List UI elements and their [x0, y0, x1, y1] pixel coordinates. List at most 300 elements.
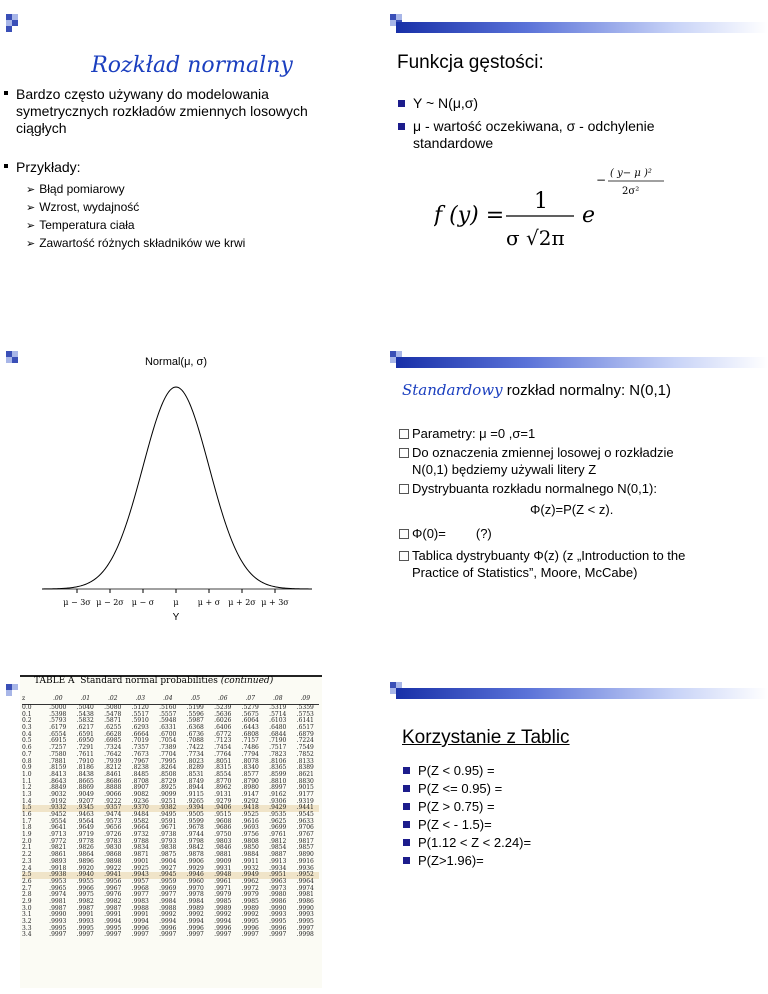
table-cell: 2.8	[22, 891, 32, 899]
table-cell: 1.9	[22, 831, 32, 839]
table-cell: .9976	[104, 891, 122, 899]
table-cell: .9990	[296, 904, 314, 912]
table-cell: .9812	[269, 837, 287, 845]
table-cell: .5753	[296, 710, 314, 718]
table-cell: .9131	[214, 790, 232, 798]
table-cell: .9997	[241, 931, 259, 939]
example-item: ➢ Temperatura ciała	[26, 218, 135, 232]
table-cell: .9997	[49, 931, 67, 939]
table-cell: .9967	[104, 884, 122, 892]
table-cell: .5910	[131, 717, 149, 725]
table-cell: 0.3	[22, 724, 32, 732]
table-cell: .9319	[296, 797, 314, 805]
table-cell: .7019	[131, 737, 149, 745]
table-cell: .9306	[269, 797, 287, 805]
table-cell: .8849	[49, 784, 67, 792]
table-cell: .8078	[241, 757, 259, 765]
table-cell: .7324	[104, 744, 122, 752]
table-cell: .9977	[131, 891, 149, 899]
table-cell: 3.3	[22, 924, 32, 932]
table-cell: .9599	[186, 817, 204, 825]
table-cell: .9949	[241, 871, 259, 879]
table-cell: .9744	[186, 831, 204, 839]
table-cell: .7764	[214, 750, 232, 758]
slide-title: Korzystanie z Tablic	[402, 727, 570, 748]
table-cell: .9987	[76, 904, 94, 912]
table-cell: .7995	[159, 757, 177, 765]
table-cell: .9994	[186, 918, 204, 925]
table-cell: .9115	[186, 790, 204, 798]
table-cell: .5675	[241, 710, 259, 718]
slide-title: Rozkład normalny	[91, 53, 293, 78]
table-cell: .8389	[296, 764, 314, 772]
table-cell: .5359	[296, 704, 314, 711]
table-cell: 2.0	[22, 837, 32, 845]
table-cell: .9995	[296, 918, 314, 925]
table-cell: .9463	[76, 811, 94, 818]
table-cell: 2.9	[22, 897, 32, 905]
table-cell: .9966	[76, 884, 94, 892]
table-cell: 1.1	[22, 777, 32, 785]
table-cell: .9996	[131, 924, 149, 932]
table-cell: .9995	[104, 924, 122, 932]
bullet-cdf: Dystrybuanta rozkładu normalnego N(0,1):	[399, 480, 657, 497]
table-cell: .8133	[296, 757, 314, 765]
table-cell: .9996	[269, 924, 287, 932]
example-list	[26, 181, 245, 253]
bullet-examples	[4, 159, 81, 176]
table-cell: .7549	[296, 744, 314, 752]
table-cell: 2.7	[22, 884, 32, 892]
table-cell: .5557	[159, 710, 177, 718]
table-cell: .9066	[104, 790, 122, 798]
table-cell: .9664	[131, 824, 149, 832]
table-cell: .7257	[49, 744, 67, 752]
table-cell: .5793	[49, 717, 67, 725]
table-cell: .8461	[104, 770, 122, 778]
table-cell: .9990	[269, 904, 287, 912]
table-cell: .9671	[159, 824, 177, 832]
slide-title	[402, 381, 671, 399]
normal-curve-plot	[36, 349, 316, 649]
table-cell: .9988	[159, 904, 177, 912]
table-cell: .9938	[49, 871, 67, 879]
question-text: P(Z < - 1.5)=	[418, 817, 492, 832]
table-cell: .6517	[296, 724, 314, 732]
table-cell: .9955	[76, 877, 94, 885]
table-cell: .8238	[131, 764, 149, 772]
table-cell: .8621	[296, 770, 314, 778]
table-cell: .9951	[269, 871, 287, 879]
table-cell: .9956	[104, 877, 122, 885]
table-cell: .9452	[49, 811, 67, 818]
table-cell: .9798	[186, 837, 204, 845]
table-cell: .9945	[159, 871, 177, 879]
table-cell: .9429	[269, 804, 287, 812]
table-cell: .9857	[296, 844, 314, 852]
table-cell: 1.7	[22, 817, 32, 825]
table-cell: .8708	[131, 777, 149, 785]
table-cell: .9418	[241, 804, 259, 812]
example-item: ➢ Wzrost, wydajność	[26, 200, 140, 214]
table-cell: .9990	[49, 911, 67, 919]
table-cell: .9162	[269, 790, 287, 798]
table-cell: .9993	[296, 911, 314, 919]
table-header-cell: .02	[107, 695, 118, 702]
table-cell: 0.9	[22, 764, 32, 772]
table-cell: 1.3	[22, 790, 32, 798]
table-cell: .6331	[159, 724, 177, 732]
arrow-bullet-icon: ➢	[26, 220, 36, 232]
table-cell: .7291	[76, 744, 94, 752]
table-cell: .9573	[104, 817, 122, 825]
x-tick-label: μ − σ	[131, 598, 155, 607]
table-cell: .8830	[296, 777, 314, 785]
bullet-marker-icon	[403, 839, 410, 846]
table-header-cell: .04	[162, 695, 173, 702]
table-cell: 0.6	[22, 744, 32, 752]
table-cell: .7357	[131, 744, 149, 752]
table-cell: .9997	[296, 924, 314, 932]
table-cell: .9875	[159, 851, 177, 859]
slide-normal-distribution	[0, 0, 384, 331]
slide-using-tables	[384, 662, 768, 993]
table-header-cell: .09	[300, 695, 311, 702]
table-cell: 0.2	[22, 717, 32, 725]
table-cell: .5398	[49, 710, 67, 718]
table-header-cell: .05	[190, 695, 201, 702]
table-cell: .9997	[214, 931, 232, 939]
bullet-parameters: Parametry: μ =0 ,σ=1	[399, 425, 535, 442]
table-cell: .6217	[76, 724, 94, 732]
table-cell: .9929	[186, 864, 204, 872]
question-text: P(Z>1.96)=	[418, 853, 484, 868]
table-cell: .9980	[269, 891, 287, 899]
table-header-cell: .08	[272, 695, 283, 702]
table-cell: .9987	[49, 904, 67, 912]
table-cell: .5160	[159, 704, 177, 711]
table-cell: .8438	[76, 770, 94, 778]
table-cell: .9881	[214, 851, 232, 859]
table-cell: .9788	[131, 837, 149, 845]
table-cell: .9981	[49, 897, 67, 905]
table-cell: .9732	[131, 831, 149, 839]
table-cell: .9989	[214, 904, 232, 912]
table-cell: 2.2	[22, 851, 32, 859]
table-cell: .9706	[296, 824, 314, 832]
table-cell: .9948	[214, 871, 232, 879]
question-item	[403, 852, 484, 869]
formula-numerator: 1	[534, 189, 548, 214]
bullet-marker-icon	[403, 803, 410, 810]
x-tick-label: μ − 3σ	[63, 598, 91, 607]
table-cell: .9564	[76, 817, 94, 825]
table-cell: .6628	[104, 730, 122, 738]
table-cell: .9756	[241, 831, 259, 839]
table-cell: .9989	[186, 904, 204, 912]
table-cell: .9861	[49, 851, 67, 859]
table-cell: .9871	[131, 851, 149, 859]
table-cell: .8944	[186, 784, 204, 792]
table-cell: .9987	[104, 904, 122, 912]
table-cell: .7157	[241, 737, 259, 745]
table-cell: .8186	[76, 764, 94, 772]
table-cell: .9920	[76, 864, 94, 872]
slide-normal-table	[0, 662, 384, 993]
table-cell: 0.1	[22, 710, 32, 718]
table-cell: .9911	[241, 857, 259, 865]
table-cell: .9995	[49, 924, 67, 932]
table-cell: 1.5	[22, 804, 32, 812]
x-tick-label: μ + 3σ	[261, 598, 289, 607]
table-cell: .9994	[159, 918, 177, 925]
table-cell: .5832	[76, 717, 94, 725]
table-cell: .9997	[104, 931, 122, 939]
table-cell: .9997	[269, 931, 287, 939]
table-cell: .9986	[296, 897, 314, 905]
table-cell: .8554	[214, 770, 232, 778]
question-item	[403, 798, 495, 815]
table-cell: .7823	[269, 750, 287, 758]
table-cell: 2.3	[22, 857, 32, 865]
table-cell: .9996	[214, 924, 232, 932]
table-cell: .9625	[269, 817, 287, 825]
table-cell: .8770	[214, 777, 232, 785]
table-cell: .9699	[269, 824, 287, 832]
table-cell: .6026	[214, 717, 232, 725]
table-cell: .9656	[104, 824, 122, 832]
table-cell: .8997	[269, 784, 287, 792]
table-cell: .6700	[159, 730, 177, 738]
table-cell: .9959	[159, 877, 177, 885]
table-cell: .6443	[241, 724, 259, 732]
table-cell: .9997	[76, 931, 94, 939]
slide-density-function	[384, 0, 768, 331]
bullet-text: Przykłady:	[16, 159, 81, 175]
table-cell: .9803	[214, 837, 232, 845]
table-cell: .9906	[186, 857, 204, 865]
table-cell: .5948	[159, 717, 177, 725]
bullet-phi0: Φ(0)= (?)	[399, 525, 492, 542]
table-cell: .9991	[131, 911, 149, 919]
table-cell: .6664	[131, 730, 149, 738]
table-cell: .9222	[104, 797, 122, 805]
table-cell: .9515	[214, 811, 232, 818]
table-cell: .8485	[131, 770, 149, 778]
table-cell: .9678	[186, 824, 204, 832]
table-cell: .9505	[186, 811, 204, 818]
question-text: P(1.12 < Z < 2.24)=	[418, 835, 532, 850]
table-cell: .9992	[241, 911, 259, 919]
table-cell: 0.4	[22, 730, 32, 738]
table-cell: .9265	[186, 797, 204, 805]
table-cell: .9993	[76, 918, 94, 925]
table-cell: .9394	[186, 804, 204, 812]
table-cell: .9925	[131, 864, 149, 872]
table-cell: .9292	[241, 797, 259, 805]
question-item	[403, 816, 492, 833]
formula-lhs: f (y) =	[434, 203, 505, 228]
table-cell: .9996	[186, 924, 204, 932]
table-cell: .7939	[104, 757, 122, 765]
table-cell: .9941	[104, 871, 122, 879]
table-cell: .7673	[131, 750, 149, 758]
table-cell: 1.4	[22, 797, 32, 805]
table-cell: .9778	[76, 837, 94, 845]
bullet-marker-icon	[403, 767, 410, 774]
table-cell: .9978	[186, 891, 204, 899]
table-cell: 0.7	[22, 750, 32, 758]
question-text: P(Z > 0.75) =	[418, 799, 495, 814]
table-cell: .7517	[269, 744, 287, 752]
arrow-bullet-icon: ➢	[26, 238, 36, 250]
table-cell: 1.0	[22, 770, 32, 778]
table-cell: .9878	[186, 851, 204, 859]
table-cell: .9927	[159, 864, 177, 872]
table-cell: .6141	[296, 717, 314, 725]
table-cell: .9991	[104, 911, 122, 919]
table-cell: 1.6	[22, 811, 32, 818]
table-cell: .5000	[49, 704, 67, 711]
table-cell: .9761	[269, 831, 287, 839]
table-cell: .9846	[214, 844, 232, 852]
table-cell: .7123	[214, 737, 232, 745]
table-cell: .7454	[214, 744, 232, 752]
table-cell: .9525	[241, 811, 259, 818]
table-cell: .9973	[269, 884, 287, 892]
table-cell: .9922	[104, 864, 122, 872]
table-cell: .6736	[186, 730, 204, 738]
table-cell: .9997	[159, 931, 177, 939]
table-cell: .6554	[49, 730, 67, 738]
table-cell: .5987	[186, 717, 204, 725]
table-cell: .9591	[159, 817, 177, 825]
table-cell: .6064	[241, 717, 259, 725]
x-tick-label: μ + σ	[197, 598, 221, 607]
table-cell: .9884	[241, 851, 259, 859]
table-cell: .9850	[241, 844, 259, 852]
table-cell: .7422	[186, 744, 204, 752]
table-cell: .9992	[186, 911, 204, 919]
table-cell: .9834	[131, 844, 149, 852]
table-cell: .9994	[104, 918, 122, 925]
table-cell: .9192	[49, 797, 67, 805]
slide-normal-plot	[0, 331, 384, 662]
question-item	[403, 762, 495, 779]
table-cell: .9992	[214, 911, 232, 919]
table-cell: .9817	[296, 837, 314, 845]
table-cell: .8413	[49, 770, 67, 778]
table-cell: .9719	[76, 831, 94, 839]
table-cell: .9082	[131, 790, 149, 798]
table-cell: .5080	[104, 704, 122, 711]
title-bar	[396, 688, 768, 699]
table-cell: .9971	[214, 884, 232, 892]
table-cell: .8212	[104, 764, 122, 772]
table-cell: .8289	[186, 764, 204, 772]
bullet-marker-icon	[403, 785, 410, 792]
table-header-cell: .01	[80, 695, 91, 702]
table-cell: .9649	[76, 824, 94, 832]
table-cell: .6255	[104, 724, 122, 732]
table-cell: .5199	[186, 704, 204, 711]
table-cell: 2.4	[22, 864, 32, 872]
table-cell: .8907	[131, 784, 149, 792]
table-cell: .9918	[49, 864, 67, 872]
table-cell: .9994	[131, 918, 149, 925]
table-cell: .9545	[296, 811, 314, 818]
table-cell: .9535	[269, 811, 287, 818]
table-cell: .6879	[296, 730, 314, 738]
table-cell: .9616	[241, 817, 259, 825]
table-cell: .6772	[214, 730, 232, 738]
table-cell: .9608	[214, 817, 232, 825]
table-cell: .9982	[76, 897, 94, 905]
bullet-distribution: Y ~ N(μ,σ)	[398, 95, 478, 112]
table-cell: .9982	[104, 897, 122, 905]
example-item: ➢ Błąd pomiarowy	[26, 182, 125, 196]
table-cell: .9693	[241, 824, 259, 832]
table-cell: .9909	[214, 857, 232, 865]
table-cell: .9406	[214, 804, 232, 812]
table-cell: .9931	[214, 864, 232, 872]
question-text: P(Z < 0.95) =	[418, 763, 495, 778]
bullet-parameters: μ - wartość oczekiwana, σ - odchylenie standardowe	[398, 118, 728, 152]
table-cell: .7486	[241, 744, 259, 752]
table-cell: .8599	[269, 770, 287, 778]
table-cell: .5319	[269, 704, 287, 711]
table-cell: .9995	[76, 924, 94, 932]
table-cell: .9357	[104, 804, 122, 812]
table-cell: .8365	[269, 764, 287, 772]
example-item: ➢ Zawartość różnych składników we krwi	[26, 236, 246, 250]
table-cell: .8023	[186, 757, 204, 765]
table-cell: .7967	[131, 757, 149, 765]
table-cell: .8643	[49, 777, 67, 785]
x-axis-label: Y	[172, 612, 180, 623]
table-cell: .6368	[186, 724, 204, 732]
table-cell: .9484	[131, 811, 149, 818]
title-bar	[396, 22, 768, 33]
table-cell: .6293	[131, 724, 149, 732]
table-cell: .7794	[241, 750, 259, 758]
table-cell: .9099	[159, 790, 177, 798]
table-cell: .9940	[76, 871, 94, 879]
table-cell: .7704	[159, 750, 177, 758]
question-item	[403, 834, 531, 851]
table-cell: .8729	[159, 777, 177, 785]
table-cell: .6985	[104, 737, 122, 745]
z-table	[22, 696, 319, 939]
table-cell: .8315	[214, 764, 232, 772]
table-cell: .9979	[241, 891, 259, 899]
formula-exp-denominator: 2σ²	[622, 186, 640, 197]
table-cell: .5120	[131, 704, 149, 711]
table-cell: 2.1	[22, 844, 32, 852]
checkbox-bullet-icon	[399, 529, 409, 539]
table-cell: 1.8	[22, 824, 32, 832]
table-cell: .6103	[269, 717, 287, 725]
table-cell: .9986	[269, 897, 287, 905]
question-item	[403, 780, 502, 797]
table-cell: .9985	[214, 897, 232, 905]
table-cell: .9961	[214, 877, 232, 885]
table-cell: .9641	[49, 824, 67, 832]
table-cell: .8159	[49, 764, 67, 772]
table-cell: .9964	[296, 877, 314, 885]
table-row	[22, 932, 319, 939]
bullet-marker-icon	[403, 857, 410, 864]
